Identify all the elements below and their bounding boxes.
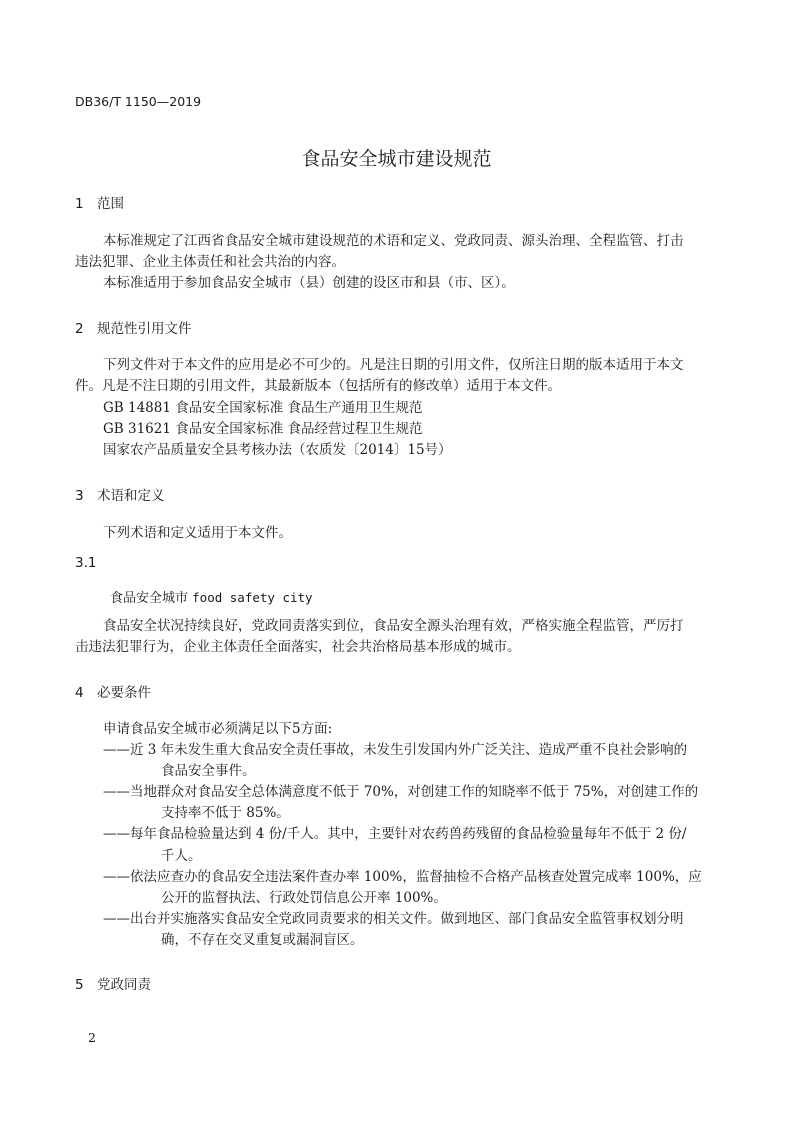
section-2-heading: [75, 317, 192, 337]
requirement-item-4-line-1: ——依法应查办的食品安全违法案件查办率 100%，监督抽检不合格产品核查处置完成率 100%，应: [103, 869, 702, 885]
section-number: 2: [75, 321, 84, 337]
section-title: 党政同责: [97, 977, 151, 993]
s3-intro: 下列术语和定义适用于本文件。: [103, 525, 292, 541]
requirement-item-2-line-2: 支持率不低于 85%。: [161, 805, 290, 821]
s1-paragraph-1-line-2: 违法犯罪、企业主体责任和社会共治的内容。: [75, 254, 345, 270]
requirement-item-2-line-1: ——当地群众对食品安全总体满意度不低于 70%，对创建工作的知晓率不低于 75%，对创建工作的: [103, 784, 699, 800]
requirement-item-3-line-1: ——每年食品检验量达到 4 份/千人。其中，主要针对农药兽药残留的食品检验量每年不低于 2 份/: [103, 826, 687, 842]
requirement-item-4-line-2: 公开的监督执法、行政处罚信息公开率 100%。: [161, 890, 447, 906]
section-title: 术语和定义: [97, 488, 165, 504]
section-title: 范围: [97, 196, 124, 212]
section-title: 必要条件: [97, 685, 151, 701]
requirement-item-5-line-2: 确，不存在交叉重复或漏洞盲区。: [161, 932, 364, 948]
reference-item: GB 14881 食品安全国家标准 食品生产通用卫生规范: [103, 400, 423, 416]
definition-line-1: 食品安全状况持续良好，党政同责落实到位，食品安全源头治理有效，严格实施全程监管，严厉打: [103, 618, 684, 634]
section-number: 3: [75, 488, 84, 504]
document-code: DB36/T 1150—2019: [75, 94, 202, 109]
requirement-item-1-line-1: ——近 3 年未发生重大食品安全责任事故，未发生引发国内外广泛关注、造成严重不良社会影响的: [103, 742, 688, 758]
page-number: 2: [88, 1030, 96, 1045]
term-entry: [110, 587, 313, 606]
s2-paragraph-line-1: 下列文件对于本文件的应用是必不可少的。凡是注日期的引用文件，仅所注日期的版本适用于本文: [103, 357, 684, 373]
document-title: 食品安全城市建设规范: [301, 148, 492, 170]
section-1-heading: [75, 192, 124, 212]
requirement-item-5-line-1: ——出台并实施落实食品安全党政同责要求的相关文件。做到地区、部门食品安全监管事权划分明: [103, 911, 684, 927]
requirement-item-1-line-2: 食品安全事件。: [161, 763, 256, 779]
s4-intro: 申请食品安全城市必须满足以下5方面:: [103, 721, 333, 737]
reference-item: GB 31621 食品安全国家标准 食品经营过程卫生规范: [103, 421, 423, 437]
s1-paragraph-1-line-1: 本标准规定了江西省食品安全城市建设规范的术语和定义、党政同责、源头治理、全程监管、打击: [103, 233, 684, 249]
section-3-heading: [75, 484, 165, 504]
section-5-heading: [75, 973, 151, 993]
reference-item: 国家农产品质量安全县考核办法（农质发〔2014〕15号）: [103, 442, 452, 458]
s1-paragraph-2: 本标准适用于参加食品安全城市（县）创建的设区市和县（市、区）。: [103, 275, 515, 291]
section-number: 5: [75, 977, 84, 993]
section-title: 规范性引用文件: [97, 321, 192, 337]
s2-paragraph-line-2: 件。凡是不注日期的引用文件，其最新版本（包括所有的修改单）适用于本文件。: [75, 378, 561, 394]
definition-line-2: 击违法犯罪行为，企业主体责任全面落实，社会共治格局基本形成的城市。: [75, 639, 521, 655]
term-english: food safety city: [192, 590, 313, 605]
section-4-heading: [75, 681, 151, 701]
section-number: 1: [75, 196, 84, 212]
subsection-number: 3.1: [75, 555, 97, 571]
section-number: 4: [75, 685, 84, 701]
requirement-item-3-line-2: 千人。: [161, 848, 202, 864]
term-chinese: 食品安全城市: [110, 591, 189, 606]
